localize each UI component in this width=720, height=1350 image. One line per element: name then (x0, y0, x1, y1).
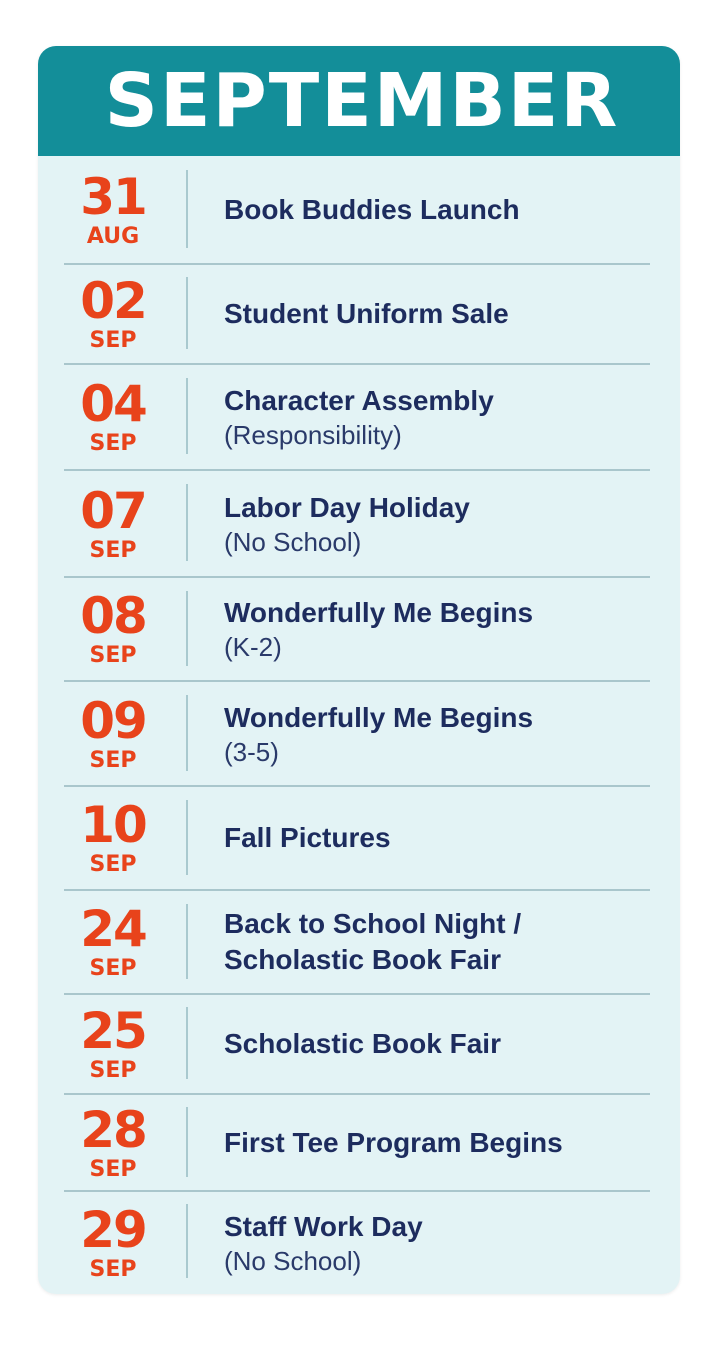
event-day: 04 (80, 375, 146, 433)
event-day: 25 (80, 1002, 146, 1060)
event-row (38, 786, 680, 890)
event-description (224, 1026, 660, 1062)
event-description (224, 906, 660, 978)
event-day: 24 (80, 900, 146, 958)
event-row (38, 994, 680, 1094)
event-month: SEP (89, 431, 137, 456)
event-day: 02 (80, 272, 146, 330)
event-day: 08 (80, 587, 146, 645)
date-separator (186, 591, 188, 666)
event-row (38, 156, 680, 264)
event-day: 07 (80, 482, 146, 540)
event-title: Wonderfully Me Begins (224, 597, 534, 628)
month-header (38, 46, 680, 156)
event-row (38, 364, 680, 470)
event-description (224, 700, 660, 768)
event-month: SEP (89, 748, 137, 773)
calendar-card (38, 46, 680, 1294)
event-date (68, 692, 158, 773)
event-row (38, 890, 680, 994)
event-description (224, 595, 660, 663)
event-day: 29 (80, 1201, 146, 1259)
event-title: Scholastic Book Fair (224, 1028, 501, 1059)
event-date (68, 1101, 158, 1182)
event-date (68, 796, 158, 877)
event-month: SEP (89, 643, 137, 668)
date-separator (186, 1107, 188, 1177)
event-day: 28 (80, 1101, 146, 1159)
event-subtitle: (Responsibility) (224, 420, 402, 450)
event-title: Fall Pictures (224, 822, 391, 853)
event-row (38, 470, 680, 577)
event-date (68, 1002, 158, 1083)
date-separator (186, 1204, 188, 1278)
month-title: SEPTEMBER (104, 58, 620, 144)
event-day: 31 (80, 168, 146, 226)
event-subtitle: Scholastic Book Fair (224, 944, 501, 975)
event-title: Book Buddies Launch (224, 194, 520, 225)
event-subtitle: (K-2) (224, 632, 282, 662)
event-title: Wonderfully Me Begins (224, 702, 534, 733)
event-date (68, 168, 158, 249)
date-separator (186, 277, 188, 349)
event-subtitle: (No School) (224, 1246, 362, 1276)
event-row (38, 1094, 680, 1191)
event-month: AUG (86, 224, 140, 249)
event-title: Labor Day Holiday (224, 492, 470, 523)
event-description (224, 383, 660, 451)
event-title: First Tee Program Begins (224, 1127, 563, 1158)
event-month: SEP (89, 328, 137, 353)
event-row (38, 264, 680, 364)
date-separator (186, 800, 188, 875)
event-month: SEP (89, 538, 137, 563)
event-day: 10 (80, 796, 146, 854)
event-subtitle: (3-5) (224, 737, 279, 767)
event-day: 09 (80, 692, 146, 750)
event-row (38, 1191, 680, 1294)
event-month: SEP (89, 1058, 137, 1083)
event-description (224, 490, 660, 558)
date-separator (186, 1007, 188, 1079)
event-month: SEP (89, 1257, 137, 1282)
event-month: SEP (89, 852, 137, 877)
event-row (38, 681, 680, 786)
event-description (224, 192, 660, 228)
event-title: Staff Work Day (224, 1211, 423, 1242)
date-separator (186, 695, 188, 771)
event-description (224, 820, 660, 856)
event-list (38, 156, 680, 1294)
event-month: SEP (89, 956, 137, 981)
event-description (224, 296, 660, 332)
event-date (68, 1201, 158, 1282)
event-title: Character Assembly (224, 385, 494, 416)
event-description (224, 1209, 660, 1277)
date-separator (186, 484, 188, 561)
event-date (68, 375, 158, 456)
date-separator (186, 378, 188, 454)
event-date (68, 900, 158, 981)
event-row (38, 577, 680, 681)
event-date (68, 272, 158, 353)
date-separator (186, 904, 188, 979)
event-description (224, 1125, 660, 1161)
event-subtitle: (No School) (224, 527, 362, 557)
event-date (68, 587, 158, 668)
event-month: SEP (89, 1157, 137, 1182)
event-title: Back to School Night / (224, 908, 522, 939)
date-separator (186, 170, 188, 248)
event-title: Student Uniform Sale (224, 298, 509, 329)
event-date (68, 482, 158, 563)
